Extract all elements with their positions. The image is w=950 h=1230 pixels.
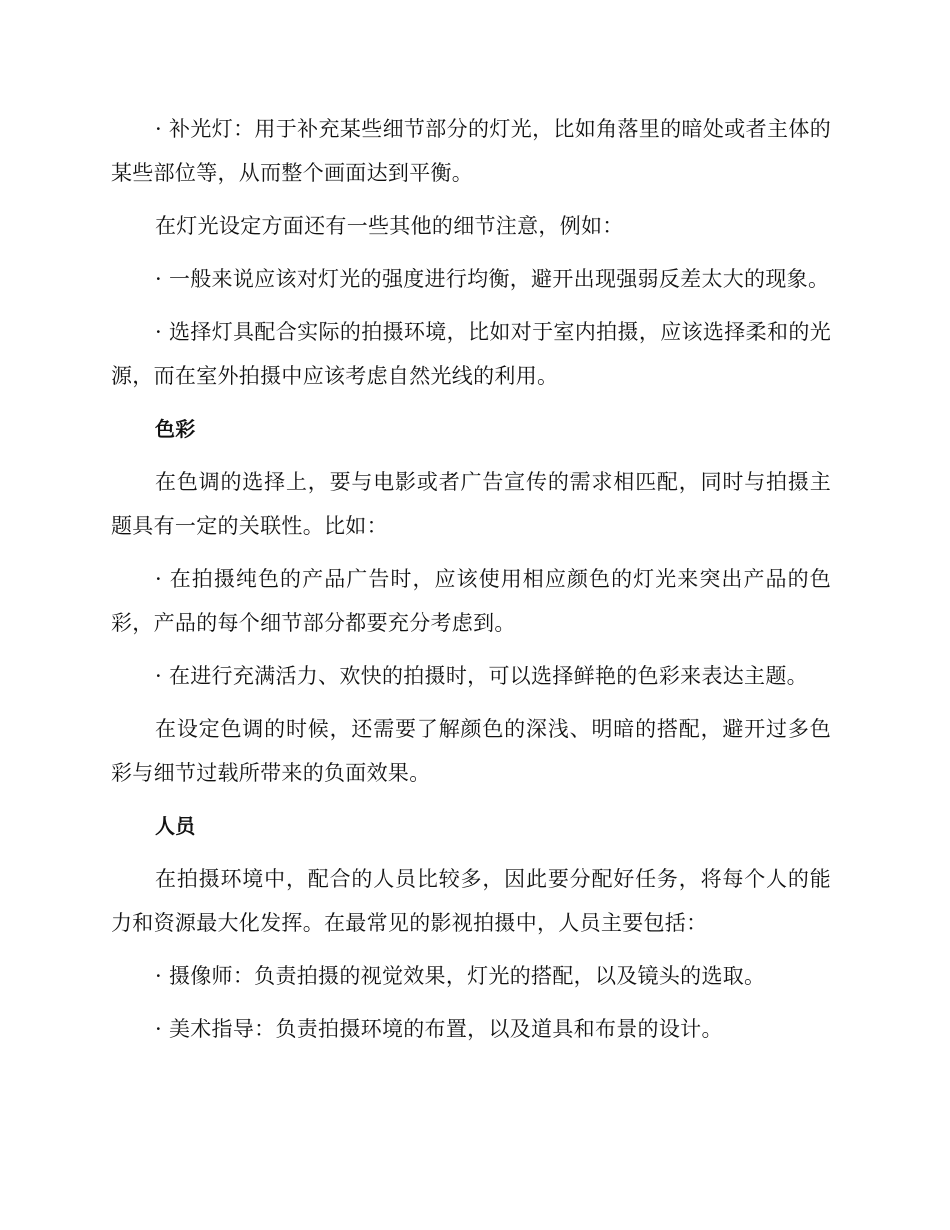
paragraph-color-intro: 在色调的选择上，要与电影或者广告宣传的需求相匹配，同时与拍摄主题具有一定的关联性。比如： [111,470,831,538]
paragraph-fill-light: · 补光灯：用于补充某些细节部分的灯光，比如角落里的暗处或者主体的某些部位等，从而整个画面达到平衡。 [111,117,831,185]
paragraph-lighting-notes-intro: 在灯光设定方面还有一些其他的细节注意，例如： [155,214,624,238]
paragraph-light-balance: · 一般来说应该对灯光的强度进行均衡，避开出现强弱反差太大的现象。 [155,267,830,291]
document-body [111,107,831,1060]
section-heading-staff: 人员 [155,814,196,838]
section-heading-color: 色彩 [155,417,196,441]
paragraph-vivid-colors: · 在进行充满活力、欢快的拍摄时，可以选择鲜艳的色彩来表达主题。 [155,664,808,688]
paragraph-lamp-selection: · 选择灯具配合实际的拍摄环境，比如对于室内拍摄，应该选择柔和的光源，而在室外拍摄中应该考虑自然光线的利用。 [111,320,831,388]
paragraph-art-director: · 美术指导：负责拍摄环境的布置，以及道具和布景的设计。 [155,1017,723,1041]
paragraph-cameraman: · 摄像师：负责拍摄的视觉效果，灯光的搭配，以及镜头的选取。 [155,964,766,988]
paragraph-tone-balance: 在设定色调的时候，还需要了解颜色的深浅、明暗的搭配，避开过多色彩与细节过载所带来的负面效果。 [111,717,831,785]
paragraph-staff-intro: 在拍摄环境中，配合的人员比较多，因此要分配好任务，将每个人的能力和资源最大化发挥。在最常见的影视拍摄中，人员主要包括： [111,867,831,935]
paragraph-solid-color-ads: · 在拍摄纯色的产品广告时，应该使用相应颜色的灯光来突出产品的色彩，产品的每个细节部分都要充分考虑到。 [111,567,831,635]
